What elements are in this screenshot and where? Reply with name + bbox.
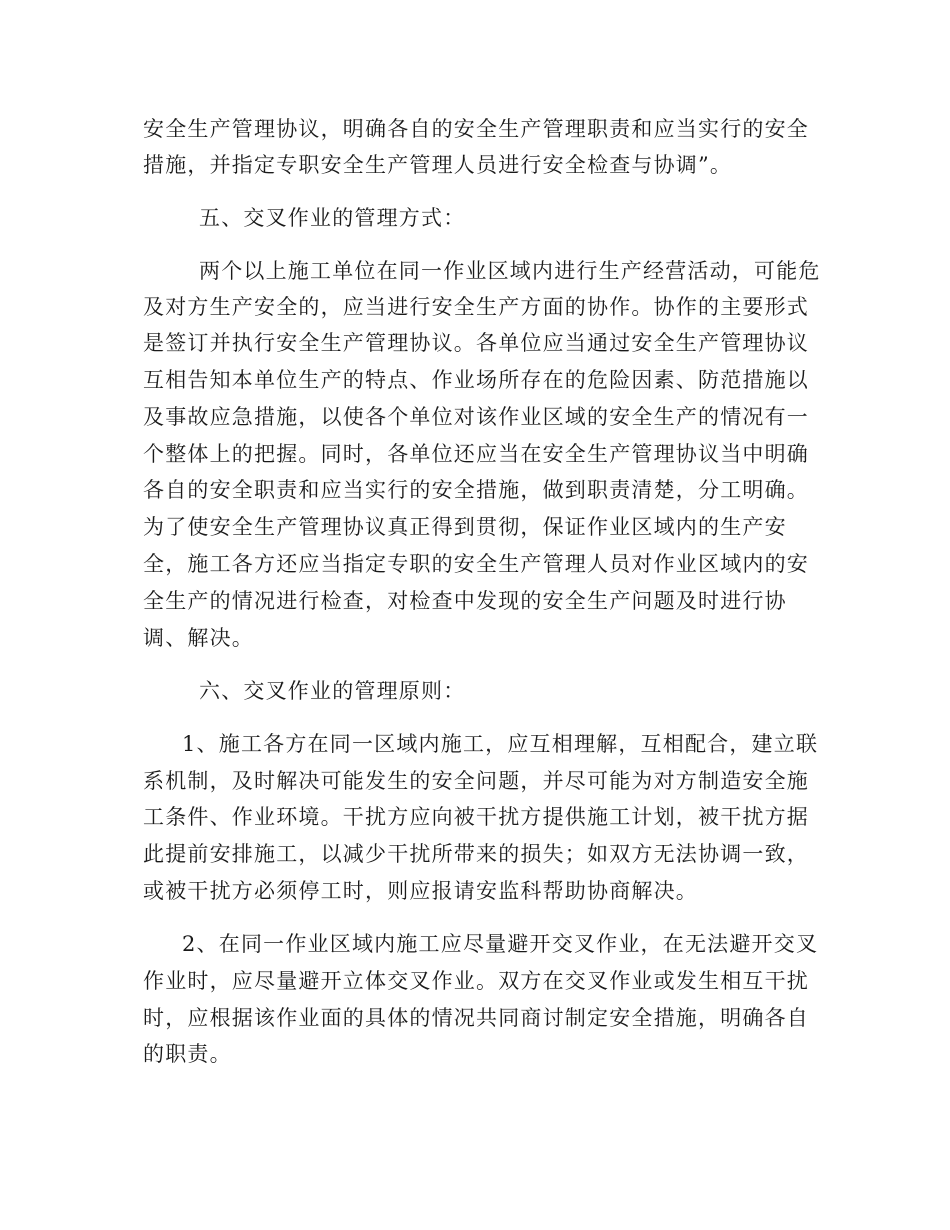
- text-line: 的职责。: [143, 1042, 232, 1066]
- text-line: 两个以上施工单位在同一作业区域内进行生产经营活动，可能危: [199, 259, 821, 283]
- text-line: 调、解决。: [143, 626, 254, 650]
- text-line: 安全生产管理协议，明确各自的安全生产管理职责和应当实行的安全: [143, 117, 809, 141]
- text-line: 时，应根据该作业面的具体的情况共同商讨制定安全措施，明确各自: [143, 1006, 809, 1030]
- text-line: 为了使安全生产管理协议真正得到贯彻，保证作业区域内的生产安: [143, 515, 787, 539]
- text-line: 及对方生产安全的，应当进行安全生产方面的协作。协作的主要形式: [143, 295, 809, 319]
- text-line: 工条件、作业环境。干扰方应向被干扰方提供施工计划，被干扰方据: [143, 805, 809, 829]
- text-line: 作业时，应尽量避开立体交叉作业。双方在交叉作业或发生相互干扰: [143, 969, 809, 993]
- text-line: 互相告知本单位生产的特点、作业场所存在的危险因素、防范措施以: [143, 368, 809, 392]
- text-line: 1、施工各方在同一区域内施工，应互相理解，互相配合，建立联: [182, 732, 819, 756]
- text-line: 2、在同一作业区域内施工应尽量避开交叉作业，在无法避开交叉: [182, 932, 819, 956]
- text-line: 全，施工各方还应当指定专职的安全生产管理人员对作业区域内的安: [143, 552, 809, 576]
- text-line: 措施，并指定专职安全生产管理人员进行安全检查与协调”。: [143, 153, 733, 177]
- text-line: 此提前安排施工，以减少干扰所带来的损失；如双方无法协调一致，: [143, 842, 809, 866]
- text-line: 或被干扰方必须停工时，则应报请安监科帮助协商解决。: [143, 879, 698, 903]
- text-line: 及事故应急措施，以使各个单位对该作业区域的安全生产的情况有一: [143, 405, 809, 429]
- text-line: 个整体上的把握。同时，各单位还应当在安全生产管理协议当中明确: [143, 442, 809, 466]
- text-line: 是签订并执行安全生产管理协议。各单位应当通过安全生产管理协议: [143, 331, 809, 355]
- section-heading: 六、交叉作业的管理原则：: [199, 679, 466, 703]
- section-heading: 五、交叉作业的管理方式：: [199, 206, 466, 230]
- text-line: 系机制，及时解决可能发生的安全问题，并尽可能为对方制造安全施: [143, 769, 809, 793]
- text-line: 各自的安全职责和应当实行的安全措施，做到职责清楚，分工明确。: [143, 478, 809, 502]
- text-line: 全生产的情况进行检查，对检查中发现的安全生产问题及时进行协: [143, 589, 787, 613]
